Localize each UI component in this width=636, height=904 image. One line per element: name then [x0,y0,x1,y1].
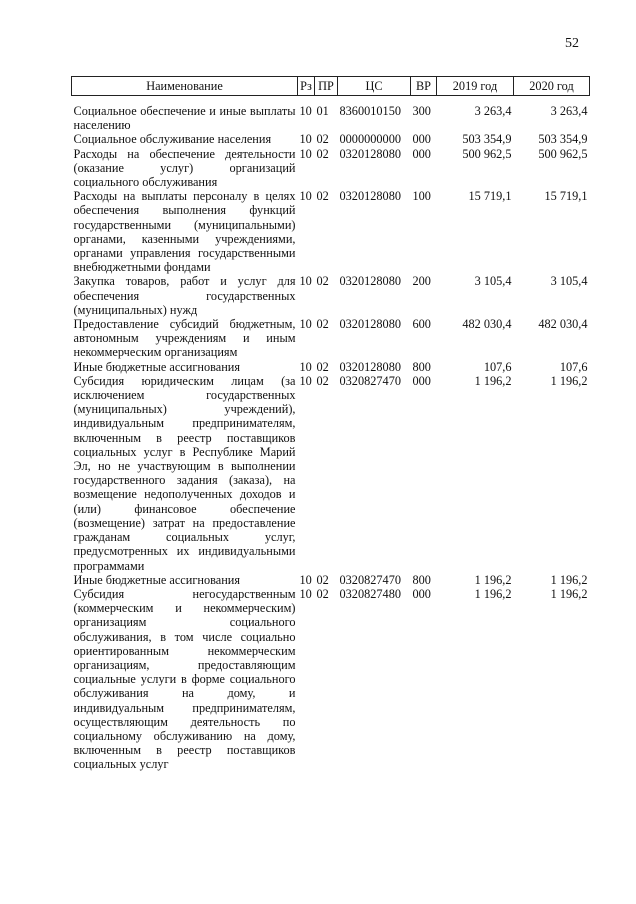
row-rz: 10 [299,317,312,332]
row-name: Закупка товаров, работ и услуг для обеспечения государственных (муниципальных) нужд [73,274,296,317]
row-2020: 1 196,2 [550,586,588,601]
table-row [72,274,590,317]
row-name: Предоставление субсидий бюджетным, автономным учреждениям и иным некоммерческим организациям [73,317,296,360]
header-rz: Рз [298,77,315,96]
row-vr: 300 [412,104,431,118]
row-cs: 0320128080 [339,146,401,161]
row-2019: 1 196,2 [474,572,512,587]
row-2020: 1 196,2 [550,572,588,587]
table-header-row [72,77,590,96]
row-2020: 482 030,4 [538,317,588,332]
row-vr: 800 [412,572,431,587]
row-vr: 000 [412,146,431,161]
row-cs: 0320128080 [339,189,401,204]
row-2020: 500 962,5 [538,146,588,161]
row-name: Социальное обеспечение и иные выплаты населению [73,104,296,133]
row-2019: 15 719,1 [468,189,512,204]
row-pr: 02 [316,572,329,587]
row-2019: 500 962,5 [462,146,512,161]
row-2019: 482 030,4 [462,317,512,332]
header-2020: 2020 год [514,77,590,96]
header-cs: ЦС [338,77,411,96]
row-cs: 0320827470 [339,373,401,388]
row-cs: 0320128080 [339,317,401,332]
row-2019: 1 196,2 [474,586,512,601]
row-vr: 000 [412,373,431,388]
row-2019: 3 263,4 [474,104,512,118]
row-cs: 0320827480 [339,586,401,601]
table-row [72,147,590,190]
row-vr: 000 [412,586,431,601]
row-pr: 02 [316,189,329,204]
row-pr: 02 [316,359,329,374]
row-cs: 0320827470 [339,572,401,587]
row-rz: 10 [299,373,312,388]
row-pr: 02 [316,317,329,332]
row-rz: 10 [299,359,312,374]
row-vr: 800 [412,359,431,374]
row-vr: 100 [412,189,431,204]
header-name: Наименование [72,77,298,96]
table-row [72,587,590,772]
table-row [72,573,590,587]
row-2020: 15 719,1 [544,189,588,204]
row-2020: 107,6 [559,359,588,374]
row-2020: 503 354,9 [538,132,588,147]
row-name: Социальное обслуживание населения [73,132,272,147]
row-vr: 200 [412,274,431,289]
header-pr: ПР [315,77,338,96]
row-pr: 02 [316,586,329,601]
budget-table [71,76,590,772]
row-2019: 107,6 [483,359,512,374]
row-rz: 10 [299,572,312,587]
row-pr: 02 [316,132,329,147]
table-row [72,360,590,374]
row-rz: 10 [299,132,312,147]
row-2020: 1 196,2 [550,373,588,388]
row-name: Иные бюджетные ассигнования [73,572,241,587]
row-rz: 10 [299,586,312,601]
row-pr: 01 [316,104,329,118]
row-name: Субсидия негосударственным (коммерческим и некоммерческим) организациям социального обслуживания, в том числе социально ориентированным некоммерческим организациям, предоставляющим социальные услуги в форме социального обслуживания на дому, и индивидуальным предпринимателям, осуществляющим деятельность по социальному обслуживанию на дому, включенным в реестр поставщиков социальных услуг [73,586,296,772]
row-rz: 10 [299,274,312,289]
row-rz: 10 [299,104,312,118]
row-name: Иные бюджетные ассигнования [73,359,241,374]
row-cs: 0320128080 [339,274,401,289]
page-number: 52 [565,36,579,51]
row-2020: 3 105,4 [550,274,588,289]
table-row [72,104,590,132]
row-cs: 0320128080 [339,359,401,374]
row-2019: 3 105,4 [474,274,512,289]
table-row [72,132,590,146]
row-vr: 600 [412,317,431,332]
row-vr: 000 [412,132,431,147]
row-rz: 10 [299,189,312,204]
table-row [72,317,590,360]
row-cs: 0000000000 [339,132,401,147]
row-rz: 10 [299,146,312,161]
table-row [72,189,590,274]
row-pr: 02 [316,146,329,161]
row-name: Расходы на выплаты персоналу в целях обеспечения выполнения функций государственными (муниципальными) органами, казенными учреждениями, органами управления государственными внебюджетными фондами [73,189,296,275]
header-vr: ВР [411,77,437,96]
table-row [72,374,590,573]
row-name: Субсидия юридическим лицам (за исключением государственных (муниципальных) учреждений), индивидуальным предпринимателям, включенным в реестр поставщиков социальных услуг в Республике Марий Эл, но не участвующим в выполнении государственного задания (заказа), на возмещение недополученных доходов и (или) финансовое обеспечение (возмещение) затрат на предоставление гражданам социальных услуг, предусмотренных их индивидуальными программами [73,373,296,573]
header-2019: 2019 год [437,77,514,96]
row-2019: 1 196,2 [474,373,512,388]
row-name: Расходы на обеспечение деятельности (оказание услуг) организаций социального обслуживания [73,146,296,190]
row-cs: 8360010150 [339,104,401,118]
row-pr: 02 [316,274,329,289]
row-2020: 3 263,4 [550,104,588,118]
row-2019: 503 354,9 [462,132,512,147]
row-pr: 02 [316,373,329,388]
